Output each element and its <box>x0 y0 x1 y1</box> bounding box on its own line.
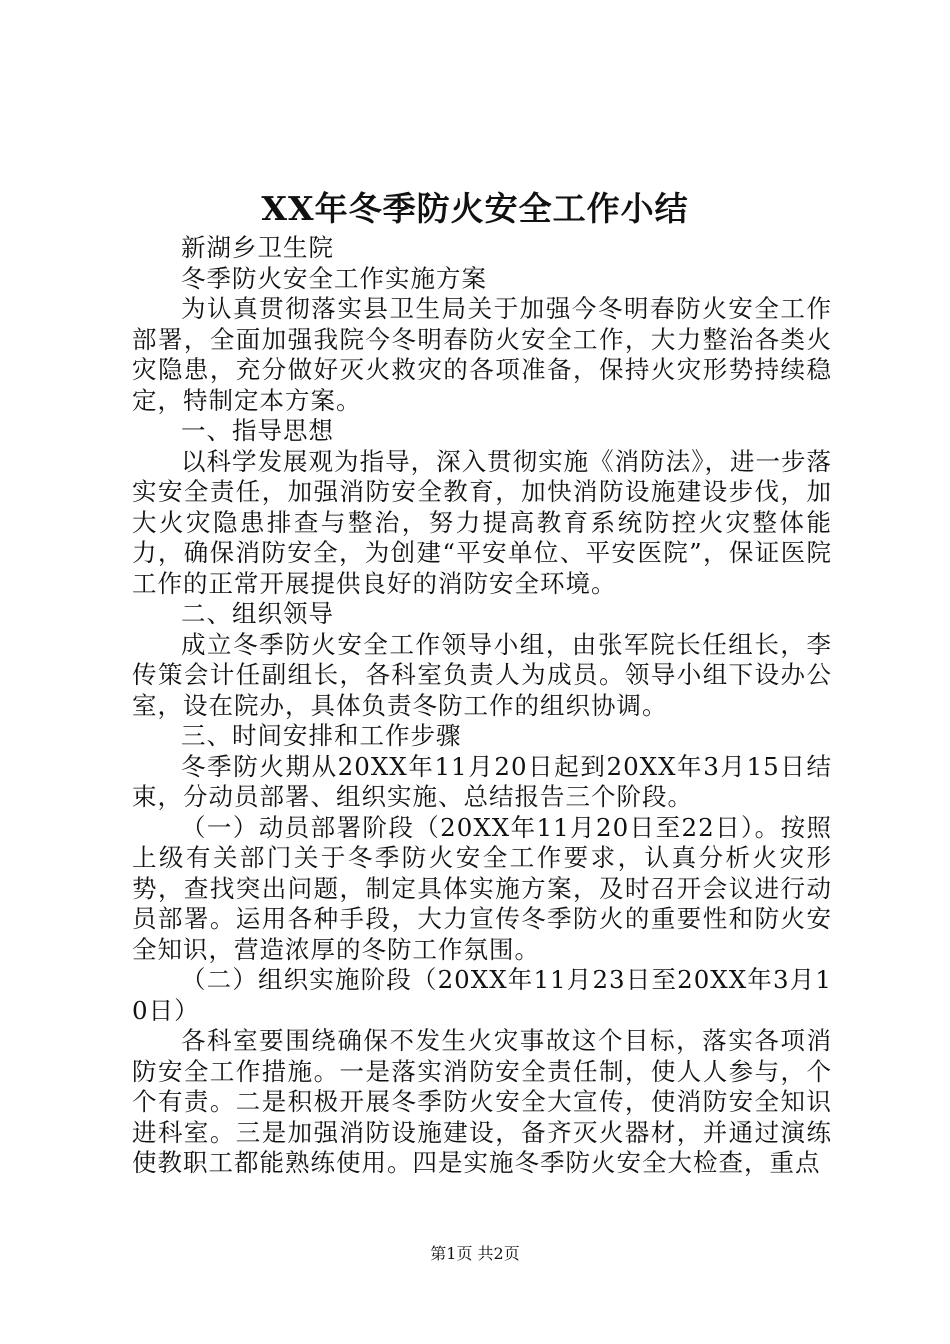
intro-paragraph: 为认真贯彻落实县卫生局关于加强今冬明春防火安全工作部署，全面加强我院今冬明春防火安全工作，大力整治各类火灾隐患，充分做好灭火救灾的各项准备，保持火灾形势持续稳定，特制定本方案。 <box>132 294 832 415</box>
org-name-line: 新湖乡卫生院 <box>181 233 334 262</box>
page-footer: 第1页 共2页 <box>430 1244 520 1263</box>
document-title: XX年冬季防火安全工作小结 <box>261 189 689 228</box>
document-body <box>132 233 832 1179</box>
stage-one-paragraph: （一）动员部署阶段（20XX年11月20日至22日）。按照上级有关部门关于冬季防火安全工作要求，认真分析火灾形势，查找突出问题，制定具体实施方案，及时召开会议进行动员部署。运用各种手段，大力宣传冬季防火的重要性和防火安全知识，营造浓厚的冬防工作氛围。 <box>132 812 832 964</box>
plan-title-line: 冬季防火安全工作实施方案 <box>181 263 487 293</box>
section-heading-organization: 二、组织领导 <box>181 599 334 628</box>
organization-paragraph: 成立冬季防火安全工作领导小组，由张军院长任组长，李传策会计任副组长，各科室负责人为成员。领导小组下设办公室，设在院办，具体负责冬防工作的组织协调。 <box>132 629 832 720</box>
schedule-paragraph: 冬季防火期从20XX年11月20日起到20XX年3月15日结束，分动员部署、组织实施、总结报告三个阶段。 <box>132 751 832 811</box>
stage-two-paragraph: 各科室要围绕确保不发生火灾事故这个目标，落实各项消防安全工作措施。一是落实消防安全责任制，使人人参与，个个有责。二是积极开展冬季防火安全大宣传，使消防安全知识进科室。三是加强消防设施建设，备齐灭火器材，并通过演练使教职工都能熟练使用。四是实施冬季防火安全大检查，重点 <box>132 1026 832 1177</box>
guiding-paragraph: 以科学发展观为指导，深入贯彻实施《消防法》，进一步落实安全责任，加强消防安全教育，加快消防设施建设步伐，加大火灾隐患排查与整治，努力提高教育系统防控火灾整体能力，确保消防安全，为创建“平安单位、平安医院”，保证医院工作的正常开展提供良好的消防安全环境。 <box>132 446 832 598</box>
stage-two-heading: （二）组织实施阶段（20XX年11月23日至20XX年3月10日） <box>132 965 832 1025</box>
section-heading-schedule: 三、时间安排和工作步骤 <box>181 721 462 750</box>
section-heading-guiding: 一、指导思想 <box>181 416 334 445</box>
